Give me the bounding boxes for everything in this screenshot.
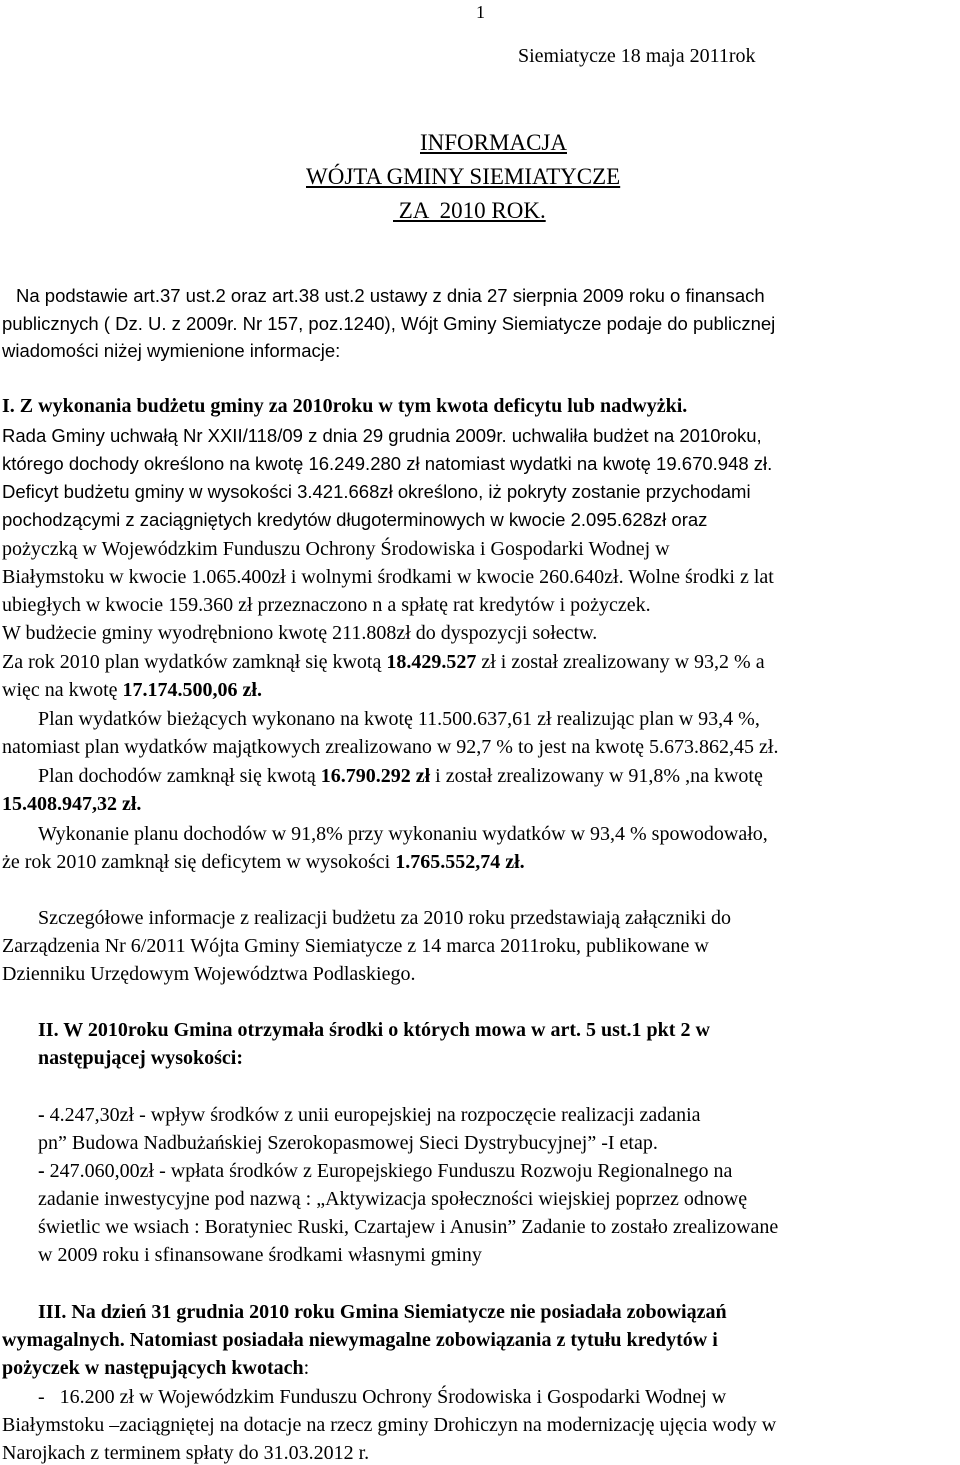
title-line-2: WÓJTA GMINY SIEMIATYCZE: [306, 164, 621, 189]
budget-line: Białymstoku w kwocie 1.065.400zł i wolnymi środkami w kwocie 260.640zł. Wolne środki z lat: [2, 566, 774, 588]
budget-line: pochodzącymi z zaciągniętych kredytów długoterminowych w kwocie 2.095.628zł oraz: [2, 509, 708, 530]
income-plan-text: i został zrealizowany w 91,8% ,na kwotę: [430, 765, 763, 787]
section-2-heading: następującej wysokości:: [38, 1047, 243, 1069]
title-line-1: INFORMACJA: [420, 130, 567, 155]
funds-item-text: 247.060,00zł - wpłata środków z Europejskiego Funduszu Rozwoju Regionalnego na: [49, 1160, 733, 1182]
expense-plan-text: Za rok 2010 plan wydatków zamknął się kwotą: [2, 651, 387, 673]
funds-item: [38, 1103, 701, 1127]
budget-line: Deficyt budżetu gminy w wysokości 3.421.668zł określono, iż pokryty zostanie przychodami: [2, 481, 751, 502]
section-3-heading: III. Na dzień 31 grudnia 2010 roku Gmina Siemiatycze nie posiadała zobowiązań: [38, 1301, 727, 1323]
deficit-line: Wykonanie planu dochodów w 91,8% przy wykonaniu wydatków w 93,4 % spowodowało,: [38, 823, 768, 845]
liability-item-line: Białymstoku –zaciągniętej na dotacje na rzecz gminy Drohiczyn na modernizację ujęcia wody w: [2, 1414, 777, 1436]
funds-item-line: pn” Budowa Nadbużańskiej Szerokopasmowej Sieci Dystrybucyjnej” -I etap.: [38, 1132, 658, 1154]
liability-item: - 16.200 zł w Wojewódzkim Funduszu Ochrony Środowiska i Gospodarki Wodnej w: [38, 1386, 727, 1408]
budget-line: W budżecie gminy wyodrębniono kwotę 211.808zł do dyspozycji sołectw.: [2, 622, 598, 644]
budget-line: ubiegłych w kwocie 159.360 zł przeznaczono n a spłatę rat kredytów i pożyczek.: [2, 594, 651, 616]
deficit-text: że rok 2010 zamknął się deficytem w wysokości: [2, 851, 396, 873]
income-realized-amount: 15.408.947,32 zł.: [2, 793, 142, 815]
expense-realized-line: [2, 678, 262, 702]
section-3-heading: [2, 1356, 309, 1380]
deficit-amount: 1.765.552,74 zł.: [395, 851, 525, 873]
funds-item-dash: -: [38, 1160, 50, 1182]
expense-plan-text: zł i został zrealizowany w 93,2 % a: [476, 651, 765, 673]
liability-item-line: Narojkach z terminem spłaty do 31.03.2012 r.: [2, 1442, 370, 1464]
current-expense-line: Plan wydatków bieżących wykonano na kwotę 11.500.637,61 zł realizując plan w 93,4 %,: [38, 708, 760, 730]
budget-line: którego dochody określono na kwotę 16.249.280 zł natomiast wydatki na kwotę 19.670.948 zł.: [2, 453, 773, 474]
income-plan-line: [38, 764, 763, 788]
budget-line: pożyczką w Wojewódzkim Funduszu Ochrony Środowiska i Gospodarki Wodnej w: [2, 538, 670, 560]
intro-line: publicznych ( Dz. U. z 2009r. Nr 157, poz.1240), Wójt Gminy Siemiatycze podaje do publicznej: [2, 313, 776, 334]
funds-item: [38, 1159, 732, 1183]
section-2-heading: II. W 2010roku Gmina otrzymała środki o których mowa w art. 5 ust.1 pkt 2 w: [38, 1019, 710, 1041]
section-3-heading: wymagalnych. Natomiast posiadała niewymagalne zobowiązania z tytułu kredytów i: [2, 1329, 718, 1351]
expense-plan-line: [2, 650, 765, 674]
intro-line: Na podstawie art.37 ust.2 oraz art.38 ust.2 ustawy z dnia 27 sierpnia 2009 roku o finansach: [16, 285, 765, 306]
income-plan-text: Plan dochodów zamknął się kwotą: [38, 765, 321, 787]
details-line: Zarządzenia Nr 6/2011 Wójta Gminy Siemiatycze z 14 marca 2011roku, publikowane w: [2, 935, 709, 957]
budget-line: Rada Gminy uchwałą Nr XXII/118/09 z dnia 29 grudnia 2009r. uchwaliła budżet na 2010roku,: [2, 425, 762, 446]
place-date: Siemiatycze 18 maja 2011rok: [518, 45, 756, 67]
income-plan-amount: 16.790.292 zł: [320, 765, 431, 787]
funds-item-text: 4.247,30zł - wpływ środków z unii europejskiej na rozpoczęcie realizacji zadania: [49, 1104, 701, 1126]
expense-realized-text: więc na kwotę: [2, 679, 123, 701]
expense-realized-amount: 17.174.500,06 zł.: [122, 679, 262, 701]
details-line: Dzienniku Urzędowym Województwa Podlaskiego.: [2, 963, 416, 985]
funds-item-line: w 2009 roku i sfinansowane środkami własnymi gminy: [38, 1244, 482, 1266]
property-expense-line: natomiast plan wydatków majątkowych zrealizowano w 92,7 % to jest na kwotę 5.673.862,45 zł.: [2, 736, 779, 758]
funds-item-dash: -: [38, 1104, 50, 1126]
expense-plan-amount: 18.429.527: [386, 651, 477, 673]
deficit-line: [2, 850, 525, 874]
section-3-heading-text: pożyczek w następujących kwotach: [2, 1357, 304, 1379]
title-line-3: ZA 2010 ROK.: [393, 198, 546, 223]
details-line: Szczegółowe informacje z realizacji budżetu za 2010 roku przedstawiają załączniki do: [38, 907, 731, 929]
page-number: 1: [476, 2, 485, 22]
section-1-heading: I. Z wykonania budżetu gminy za 2010roku w tym kwota deficytu lub nadwyżki.: [2, 395, 688, 417]
funds-item-line: świetlic we wsiach : Boratyniec Ruski, Czartajew i Anusin” Zadanie to zostało zrealizowane: [38, 1216, 779, 1238]
section-3-heading-colon: :: [303, 1357, 310, 1379]
funds-item-line: zadanie inwestycyjne pod nazwą : „Aktywizacja społeczności wiejskiej poprzez odnowę: [38, 1188, 748, 1210]
intro-line: wiadomości niżej wymienione informacje:: [2, 340, 341, 361]
